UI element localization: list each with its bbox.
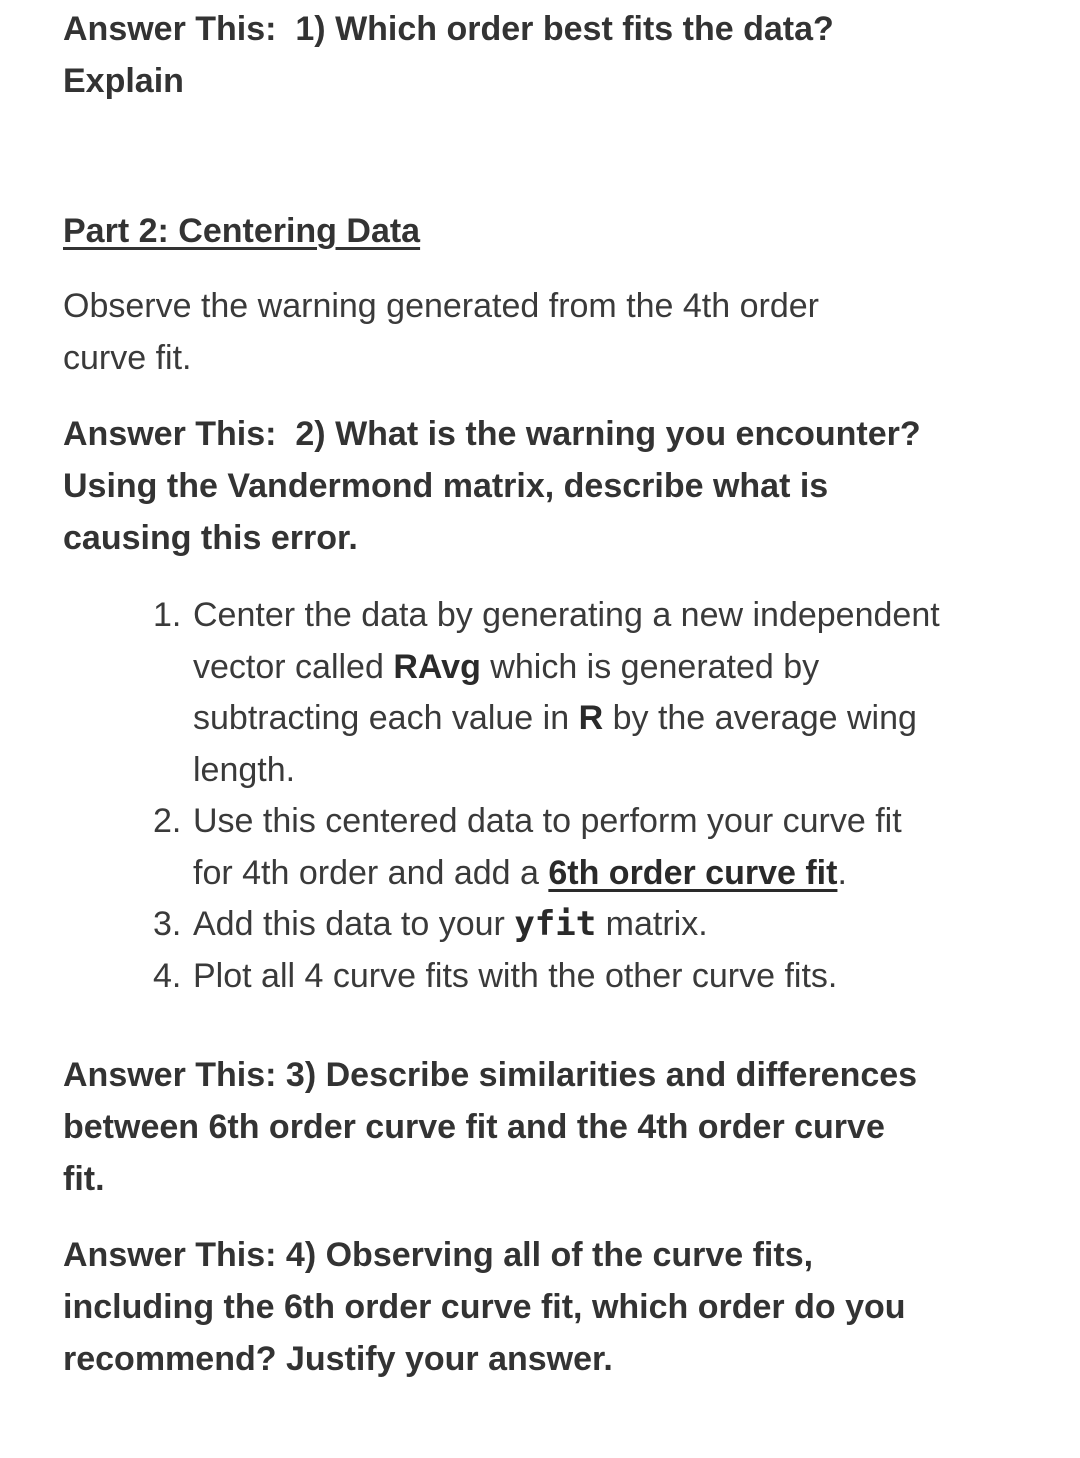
- part-2-heading: Part 2: Centering Data: [63, 212, 421, 250]
- list-item-text: .: [837, 853, 847, 892]
- sixth-order-emphasis: 6th order curve fit: [548, 853, 838, 892]
- list-item-number: 2.: [153, 802, 182, 840]
- list-item-text: Use this centered data to perform your curve fit for 4th order and add a: [193, 802, 902, 892]
- question-1-prefix: Answer This:: [63, 10, 277, 48]
- list-item: [153, 899, 943, 951]
- list-item-number: 3.: [153, 905, 182, 943]
- variable-r: R: [578, 699, 604, 737]
- question-1: [63, 3, 923, 107]
- list-item: [153, 590, 943, 796]
- list-item: [153, 951, 943, 1003]
- list-item-text: which is generated by subtracting each value in: [193, 647, 820, 737]
- part-2-intro: Observe the warning generated from the 4th order curve fit.: [63, 287, 819, 377]
- list-item: [153, 796, 943, 899]
- question-2-text: 2) What is the warning you encounter? Using the Vandermond matrix, describe what is causing this error.: [63, 415, 921, 557]
- list-item-text: by the average wing length.: [193, 699, 917, 789]
- question-3: Answer This: 3) Describe similarities and differences between 6th order curve fit and the 4th order curve fit.: [63, 1056, 918, 1198]
- question-4: Answer This: 4) Observing all of the curve fits, including the 6th order curve fit, which order do you recommend? Justify your answer.: [63, 1236, 906, 1378]
- list-item-text: Add this data to your: [193, 905, 515, 943]
- instruction-list: [153, 590, 943, 1002]
- list-item-number: 1.: [153, 596, 182, 634]
- question-1-text: 1) Which order best fits the data? Explain: [63, 10, 834, 100]
- question-2-prefix: Answer This:: [63, 415, 277, 453]
- list-item-text: matrix.: [596, 905, 708, 943]
- list-item-number: 4.: [153, 956, 182, 995]
- question-2: [63, 408, 923, 564]
- variable-ravg: RAvg: [393, 647, 481, 686]
- list-item-text: Center the data by generating a new independent vector called: [193, 596, 940, 686]
- code-yfit: yfit: [514, 904, 597, 944]
- list-item-text: Plot all 4 curve fits with the other curve fits.: [193, 956, 838, 995]
